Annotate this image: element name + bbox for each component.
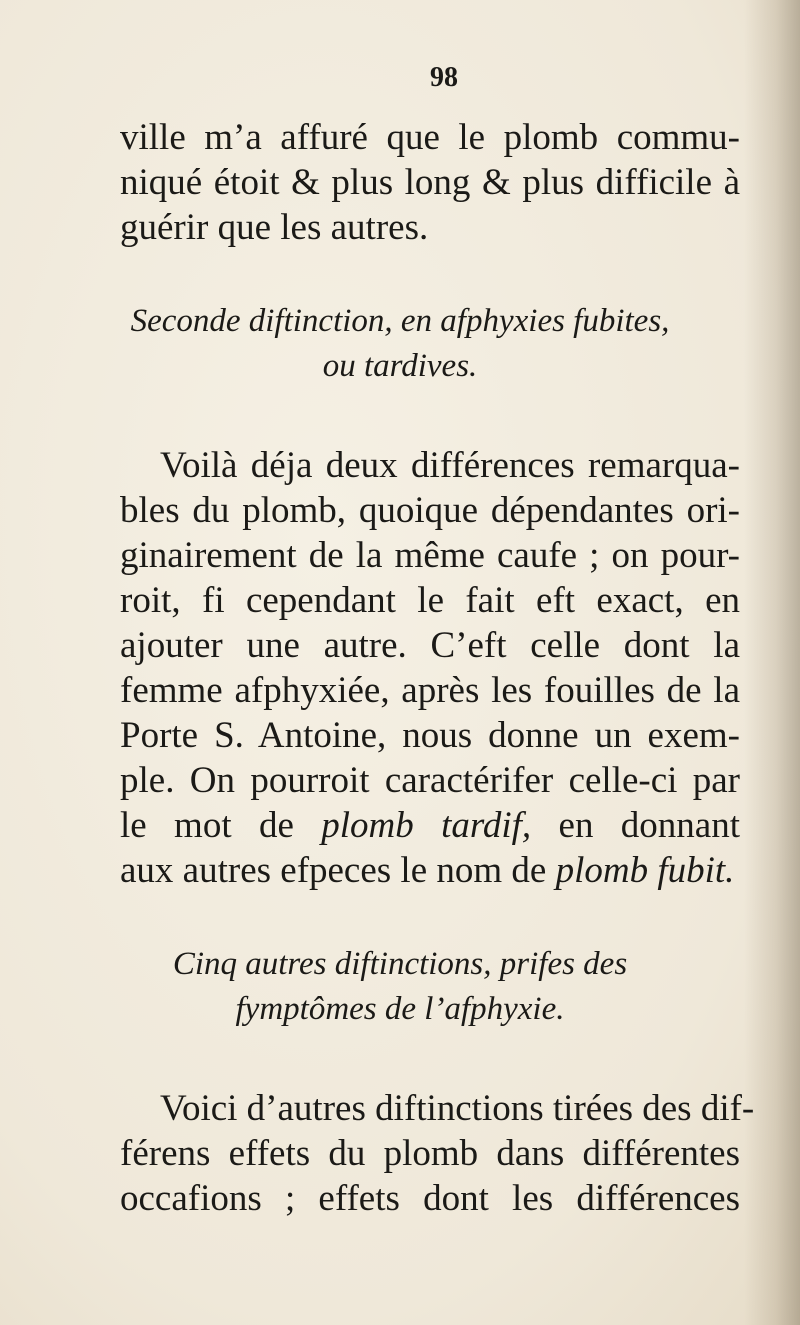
section-heading-2-line-1: Cinq autres diftinctions, prifes des <box>172 946 628 982</box>
section-heading-2-line-2: fymptômes de l’afphyxie. <box>235 991 565 1027</box>
paragraph-2-line-7: Porte S. Antoine, nous donne un exem- <box>120 715 740 756</box>
paragraph-2-line-1: Voilà déja deux différences remarqua- <box>160 445 740 486</box>
paragraph-2-line-3: ginairement de la même caufe ; on pour- <box>120 535 740 576</box>
section-heading-1-line-2: ou tardives. <box>322 348 478 384</box>
paragraph-3-line-3: occafions ; effets dont les différences <box>120 1178 740 1219</box>
paragraph-3-line-1: Voici d’autres diftinctions tirées des dif- <box>160 1088 755 1129</box>
paragraph-1-line-1: ville m’a affuré que le plomb commu- <box>120 117 740 158</box>
paragraph-2-line-6: femme afphyxiée, après les fouilles de la <box>120 670 740 711</box>
paragraph-3-line-2: férens effets du plomb dans différentes <box>120 1133 740 1174</box>
page-number: 98 <box>430 62 458 93</box>
line-10-text-a: aux autres efpeces le nom de <box>120 850 547 891</box>
line-10-italic-term: plomb fubit. <box>555 850 735 891</box>
paragraph-2-line-5: ajouter une autre. C’eft celle dont la <box>120 625 740 666</box>
line-9-text-a: le mot de <box>120 805 294 846</box>
paragraph-2-line-2: bles du plomb, quoique dépendantes ori- <box>120 490 740 531</box>
paragraph-2-line-9 <box>120 807 740 844</box>
line-9-text-c: en donnant <box>558 805 740 846</box>
paragraph-2-line-10 <box>120 852 734 889</box>
paragraph-1-line-2: niqué étoit & plus long & plus difficile à <box>120 162 740 203</box>
paragraph-2-line-4: roit, fi cependant le fait eft exact, en <box>120 580 740 621</box>
paragraph-2-line-8: ple. On pourroit caractérifer celle-ci par <box>120 760 740 801</box>
section-heading-1-line-1: Seconde diftinction, en afphyxies fubites, <box>130 303 670 339</box>
paragraph-1-line-3: guérir que les autres. <box>120 207 429 248</box>
line-9-italic-term: plomb tardif, <box>321 805 532 846</box>
